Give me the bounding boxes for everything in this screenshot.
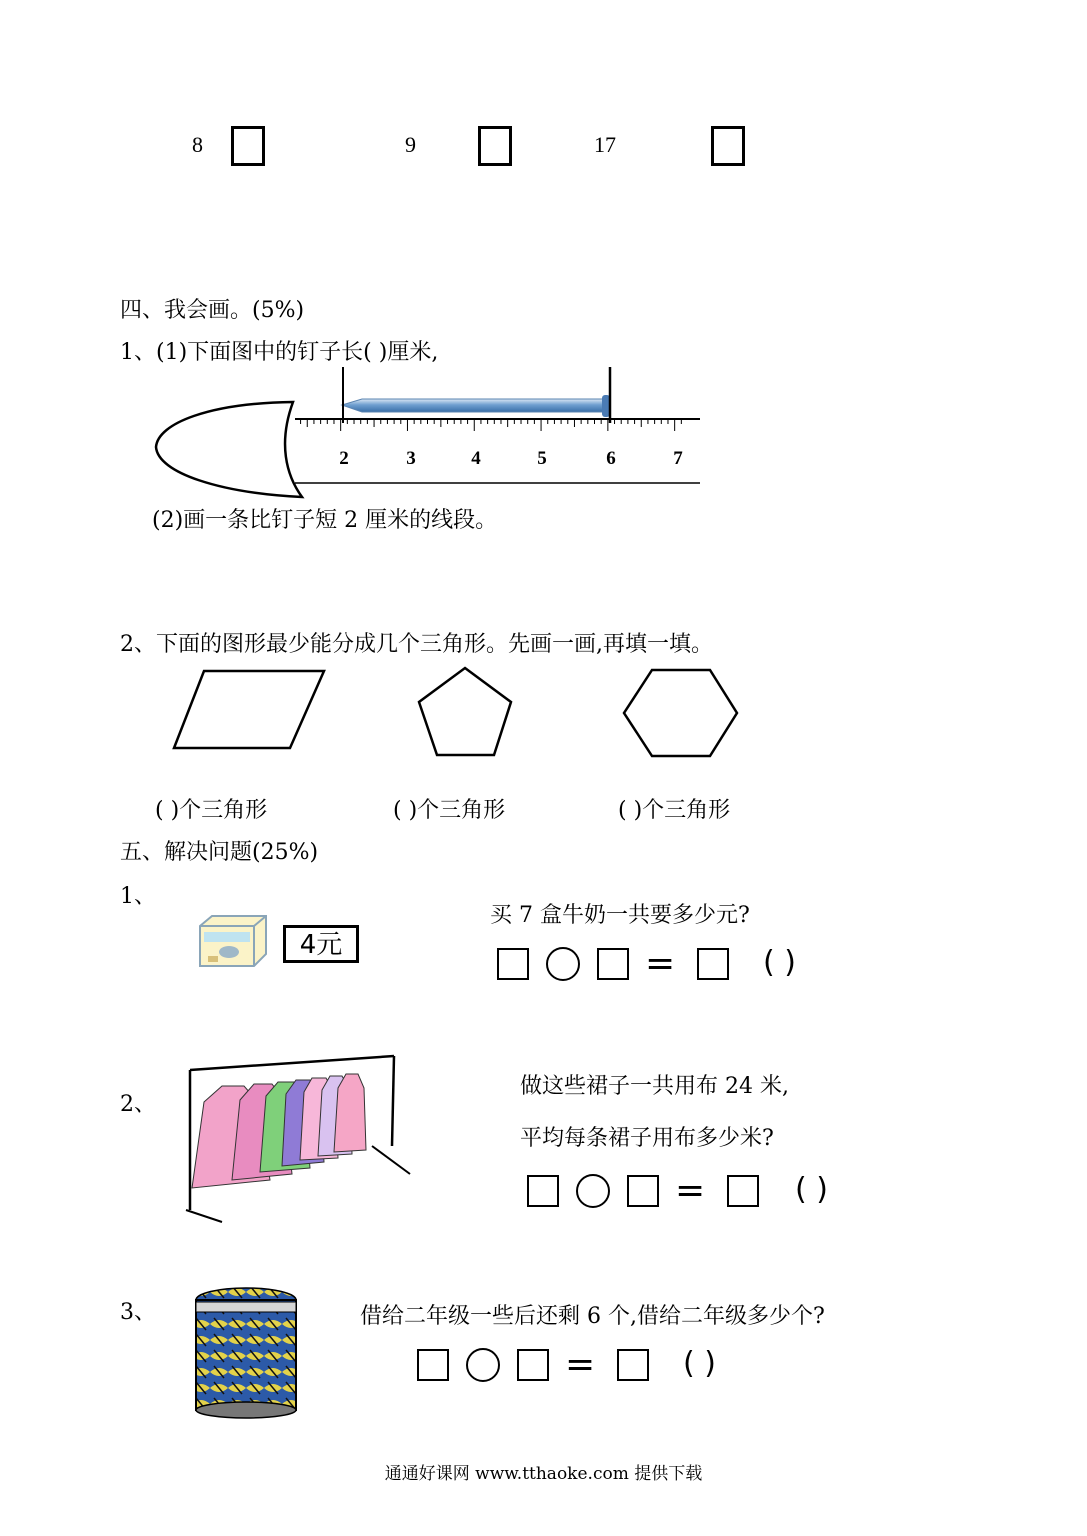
answer-box[interactable] bbox=[231, 126, 265, 166]
top-number-8: 8 bbox=[192, 132, 203, 157]
problem-2-number: 2、 bbox=[120, 1092, 156, 1117]
ruler-nail-illustration bbox=[150, 365, 710, 500]
triangle-count-answer[interactable]: ( )个三角形 bbox=[155, 798, 268, 823]
ruler-tick-label: 2 bbox=[339, 448, 349, 469]
ruler-tick-label: 4 bbox=[471, 448, 481, 469]
milk-box-icon bbox=[194, 914, 272, 968]
operator-circle[interactable] bbox=[546, 947, 580, 981]
operator-circle[interactable] bbox=[466, 1348, 500, 1382]
equation-box[interactable] bbox=[697, 948, 729, 980]
problem-3-number: 3、 bbox=[120, 1300, 156, 1325]
dress-rack-icon bbox=[182, 1050, 414, 1225]
ruler-tick-label: 6 bbox=[606, 448, 616, 469]
top-number-17: 17 bbox=[594, 132, 616, 157]
price-label: 4元 bbox=[299, 930, 343, 960]
ruler-tick-label: 7 bbox=[673, 448, 683, 469]
section-4-title: 四、我会画。(5%) bbox=[120, 298, 305, 323]
price-tag bbox=[283, 925, 359, 963]
equation-box[interactable] bbox=[597, 948, 629, 980]
operator-circle[interactable] bbox=[576, 1174, 610, 1208]
ruler-tick-label: 3 bbox=[406, 448, 416, 469]
problem-2-question-line2: 平均每条裙子用布多少米? bbox=[520, 1126, 774, 1151]
equation-box[interactable] bbox=[517, 1349, 549, 1381]
ruler-tick-label: 5 bbox=[537, 448, 547, 469]
top-number-9: 9 bbox=[405, 132, 416, 157]
problem-1-number: 1、 bbox=[120, 884, 156, 909]
equation-box[interactable] bbox=[497, 948, 529, 980]
pentagon-shape[interactable] bbox=[414, 664, 518, 760]
equation-box[interactable] bbox=[617, 1349, 649, 1381]
equals-sign: = bbox=[675, 1170, 706, 1211]
equation-box[interactable] bbox=[417, 1349, 449, 1381]
unit-answer[interactable]: ( ) bbox=[763, 945, 796, 980]
answer-box[interactable] bbox=[711, 126, 745, 166]
answer-box[interactable] bbox=[478, 126, 512, 166]
unit-answer[interactable]: ( ) bbox=[795, 1172, 828, 1207]
equation-box[interactable] bbox=[527, 1175, 559, 1207]
question-4-2: 2、下面的图形最少能分成几个三角形。先画一画,再填一填。 bbox=[120, 632, 713, 657]
section-5-title: 五、解决问题(25%) bbox=[120, 840, 319, 865]
footer-text: 通通好课网 www.tthaoke.com 提供下载 bbox=[384, 1464, 703, 1484]
equals-sign: = bbox=[645, 943, 676, 984]
triangle-count-answer[interactable]: ( )个三角形 bbox=[393, 798, 506, 823]
question-4-1-2: (2)画一条比钉子短 2 厘米的线段。 bbox=[152, 508, 498, 533]
question-4-1-1: 1、(1)下面图中的钉子长( )厘米, bbox=[120, 340, 439, 365]
parallelogram-shape[interactable] bbox=[170, 668, 330, 752]
problem-3-question: 借给二年级一些后还剩 6 个,借给二年级多少个? bbox=[360, 1304, 825, 1329]
equation-box[interactable] bbox=[727, 1175, 759, 1207]
problem-1-question: 买 7 盒牛奶一共要多少元? bbox=[490, 903, 750, 928]
triangle-count-answer[interactable]: ( )个三角形 bbox=[618, 798, 731, 823]
equals-sign: = bbox=[565, 1344, 596, 1385]
unit-answer[interactable]: ( ) bbox=[683, 1346, 716, 1381]
equation-box[interactable] bbox=[627, 1175, 659, 1207]
problem-2-question-line1: 做这些裙子一共用布 24 米, bbox=[520, 1074, 789, 1099]
hexagon-shape[interactable] bbox=[620, 666, 742, 760]
ball-basket-icon bbox=[192, 1284, 302, 1422]
